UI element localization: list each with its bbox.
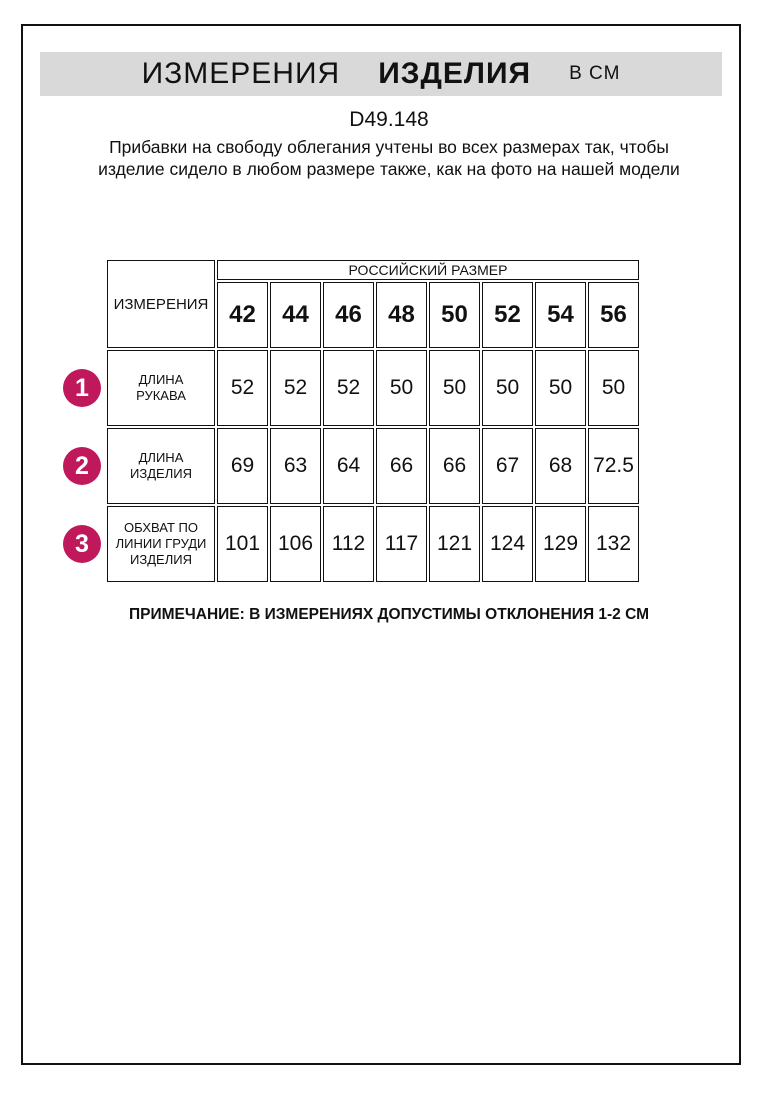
value-cell: 50 [535, 350, 586, 426]
value-cell: 52 [217, 350, 268, 426]
size-header-cell: 42 [217, 282, 268, 348]
value-cell: 63 [270, 428, 321, 504]
value-cell: 50 [588, 350, 639, 426]
value-cell: 66 [429, 428, 480, 504]
size-header-cell: 50 [429, 282, 480, 348]
fit-description: Прибавки на свободу облегания учтены во всех размерах так, чтобы изделие сидело в любом размере также, как на фото на нашей модели [98, 137, 680, 179]
title-word-measurements: ИЗМЕРЕНИЯ [141, 57, 341, 90]
size-header-cell: 52 [482, 282, 533, 348]
table-row-chest-girth [107, 506, 639, 582]
table-row-sleeve-length [107, 350, 639, 426]
size-header-cell: 56 [588, 282, 639, 348]
size-header-cell: 54 [535, 282, 586, 348]
title-unit-cm: В СМ [569, 63, 621, 84]
row-number-badge-3: 3 [63, 525, 101, 563]
size-header-cell: 46 [323, 282, 374, 348]
value-cell: 68 [535, 428, 586, 504]
title-bar [40, 52, 722, 96]
group-header-row [107, 260, 639, 280]
value-cell: 64 [323, 428, 374, 504]
group-header-cell: РОССИЙСКИЙ РАЗМЕР [217, 260, 639, 280]
title-word-product: ИЗДЕЛИЯ [378, 57, 532, 90]
value-cell: 121 [429, 506, 480, 582]
size-header-cell: 44 [270, 282, 321, 348]
value-cell: 129 [535, 506, 586, 582]
value-cell: 124 [482, 506, 533, 582]
value-cell: 50 [376, 350, 427, 426]
value-cell: 106 [270, 506, 321, 582]
value-cell: 50 [429, 350, 480, 426]
row-label-cell: ДЛИНА ИЗДЕЛИЯ [107, 428, 215, 504]
value-cell: 69 [217, 428, 268, 504]
value-cell: 67 [482, 428, 533, 504]
row-label-cell: ОБХВАТ ПО ЛИНИИ ГРУДИ ИЗДЕЛИЯ [107, 506, 215, 582]
value-cell: 52 [323, 350, 374, 426]
row-number-badge-2: 2 [63, 447, 101, 485]
value-cell: 132 [588, 506, 639, 582]
value-cell: 72.5 [588, 428, 639, 504]
value-cell: 112 [323, 506, 374, 582]
model-code: D49.148 [349, 108, 429, 131]
row-number-badge-1: 1 [63, 369, 101, 407]
value-cell: 117 [376, 506, 427, 582]
value-cell: 66 [376, 428, 427, 504]
size-table [105, 258, 641, 584]
value-cell: 101 [217, 506, 268, 582]
size-header-cell: 48 [376, 282, 427, 348]
value-cell: 50 [482, 350, 533, 426]
table-row-item-length [107, 428, 639, 504]
value-cell: 52 [270, 350, 321, 426]
table-corner-cell: ИЗМЕРЕНИЯ [107, 260, 215, 348]
tolerance-note: ПРИМЕЧАНИЕ: В ИЗМЕРЕНИЯХ ДОПУСТИМЫ ОТКЛОНЕНИЯ 1-2 СМ [128, 606, 650, 623]
row-label-cell: ДЛИНА РУКАВА [107, 350, 215, 426]
